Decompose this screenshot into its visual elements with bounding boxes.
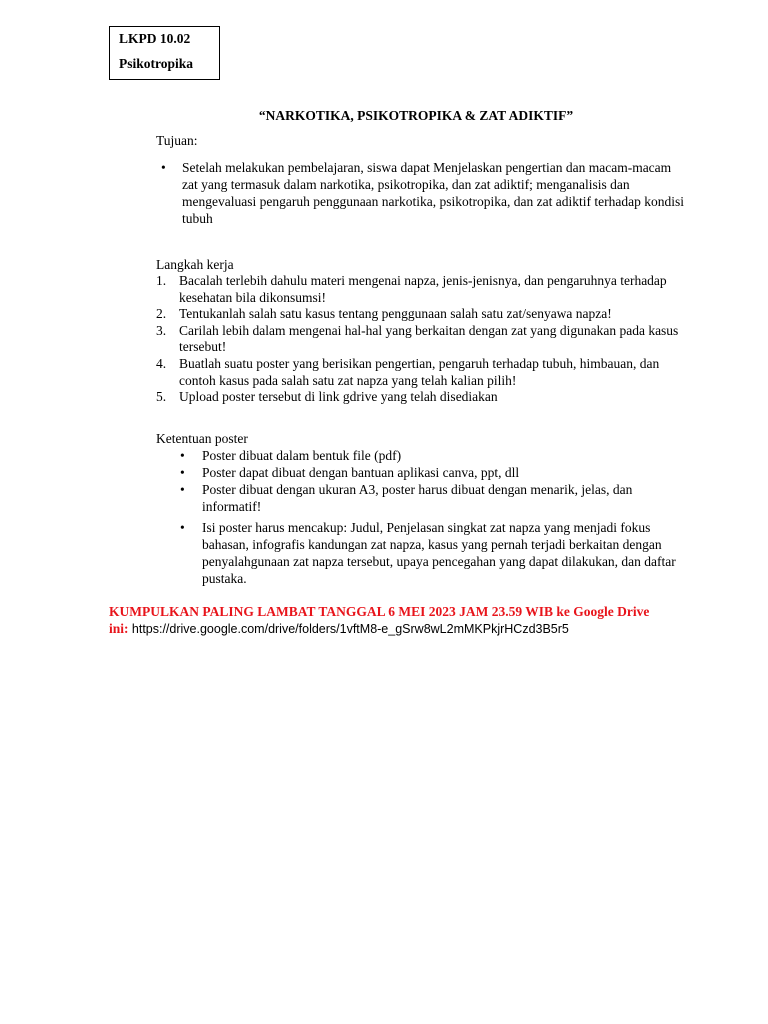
step-number: 1.	[156, 273, 167, 288]
rule-item	[180, 464, 680, 481]
tujuan-heading: Tujuan:	[156, 133, 198, 148]
step-number: 4.	[156, 355, 167, 371]
ketentuan-poster-heading: Ketentuan poster	[156, 431, 248, 446]
step-text: Bacalah terlebih dahulu materi mengenai napza, jenis-jenisnya, dan pengaruhnya terhadap kesehatan bila dikonsumsi!	[179, 273, 667, 305]
bullet-icon: •	[180, 520, 185, 535]
bullet-icon: •	[180, 448, 185, 463]
bullet-icon: •	[180, 465, 185, 480]
step-item	[156, 273, 686, 306]
step-number: 3.	[156, 322, 167, 338]
rule-text: Poster dapat dibuat dengan bantuan aplikasi canva, ppt, dll	[202, 465, 520, 480]
tujuan-item-text: Setelah melakukan pembelajaran, siswa dapat Menjelaskan pengertian dan macam-macam zat yang termasuk dalam narkotika, psikotropika, dan zat adiktif; menganalisis dan mengevaluasi pengaruh penggunaan narkotika, psikotropika, dan zat adiktif terhadap kondisi tubuh	[182, 160, 684, 226]
step-text: Tentukanlah salah satu kasus tentang penggunaan salah satu zat/senyawa napza!	[179, 306, 612, 322]
rule-text: Poster dibuat dengan ukuran A3, poster harus dibuat dengan menarik, jelas, dan informatif!	[202, 482, 633, 514]
step-number: 2.	[156, 306, 167, 322]
rule-item	[180, 481, 680, 515]
lkpd-label-box	[109, 26, 220, 80]
ketentuan-poster-list	[180, 447, 680, 587]
tujuan-list	[156, 159, 686, 227]
step-item	[156, 323, 686, 356]
gdrive-link[interactable]: https://drive.google.com/drive/folders/1vftM8-e_gSrw8wL2mMKPkjrHCzd3B5r5	[131, 622, 569, 636]
lkpd-topic: Psikotropika	[119, 56, 194, 71]
document-title: “NARKOTIKA, PSIKOTROPIKA & ZAT ADIKTIF”	[258, 108, 574, 123]
langkah-kerja-list	[156, 273, 686, 406]
langkah-kerja-heading: Langkah kerja	[156, 257, 234, 272]
step-item	[156, 356, 686, 389]
step-number: 5.	[156, 389, 167, 405]
step-text: Carilah lebih dalam mengenai hal-hal yang berkaitan dengan zat yang digunakan pada kasus tersebut!	[179, 322, 679, 355]
tujuan-item	[156, 159, 686, 227]
bullet-icon: •	[161, 160, 166, 175]
step-item	[156, 306, 686, 323]
step-text: Buatlah suatu poster yang berisikan pengertian, pengaruh terhadap tubuh, himbauan, dan contoh kasus pada salah satu zat napza yang telah kalian pilih!	[179, 355, 660, 388]
rule-item	[180, 519, 680, 587]
rule-text: Isi poster harus mencakup: Judul, Penjelasan singkat zat napza yang menjadi fokus bahasan, infografis kandungan zat napza, kasus yang pernah terjadi berkaitan dengan penyalahgunaan zat napza tersebut, upaya pencegahan yang dapat dilakukan, dan daftar pustaka.	[202, 520, 676, 586]
deadline-notice	[109, 603, 669, 638]
lkpd-code: LKPD 10.02	[119, 31, 191, 46]
rule-text: Poster dibuat dalam bentuk file (pdf)	[202, 448, 402, 463]
rule-item	[180, 447, 680, 464]
bullet-icon: •	[180, 482, 185, 497]
deadline-text: KUMPULKAN PALING LAMBAT TANGGAL 6 MEI 2023 JAM 23.59 WIB ke Google Drive ini:	[109, 604, 650, 636]
step-item	[156, 389, 686, 406]
step-text: Upload poster tersebut di link gdrive yang telah disediakan	[179, 389, 498, 405]
